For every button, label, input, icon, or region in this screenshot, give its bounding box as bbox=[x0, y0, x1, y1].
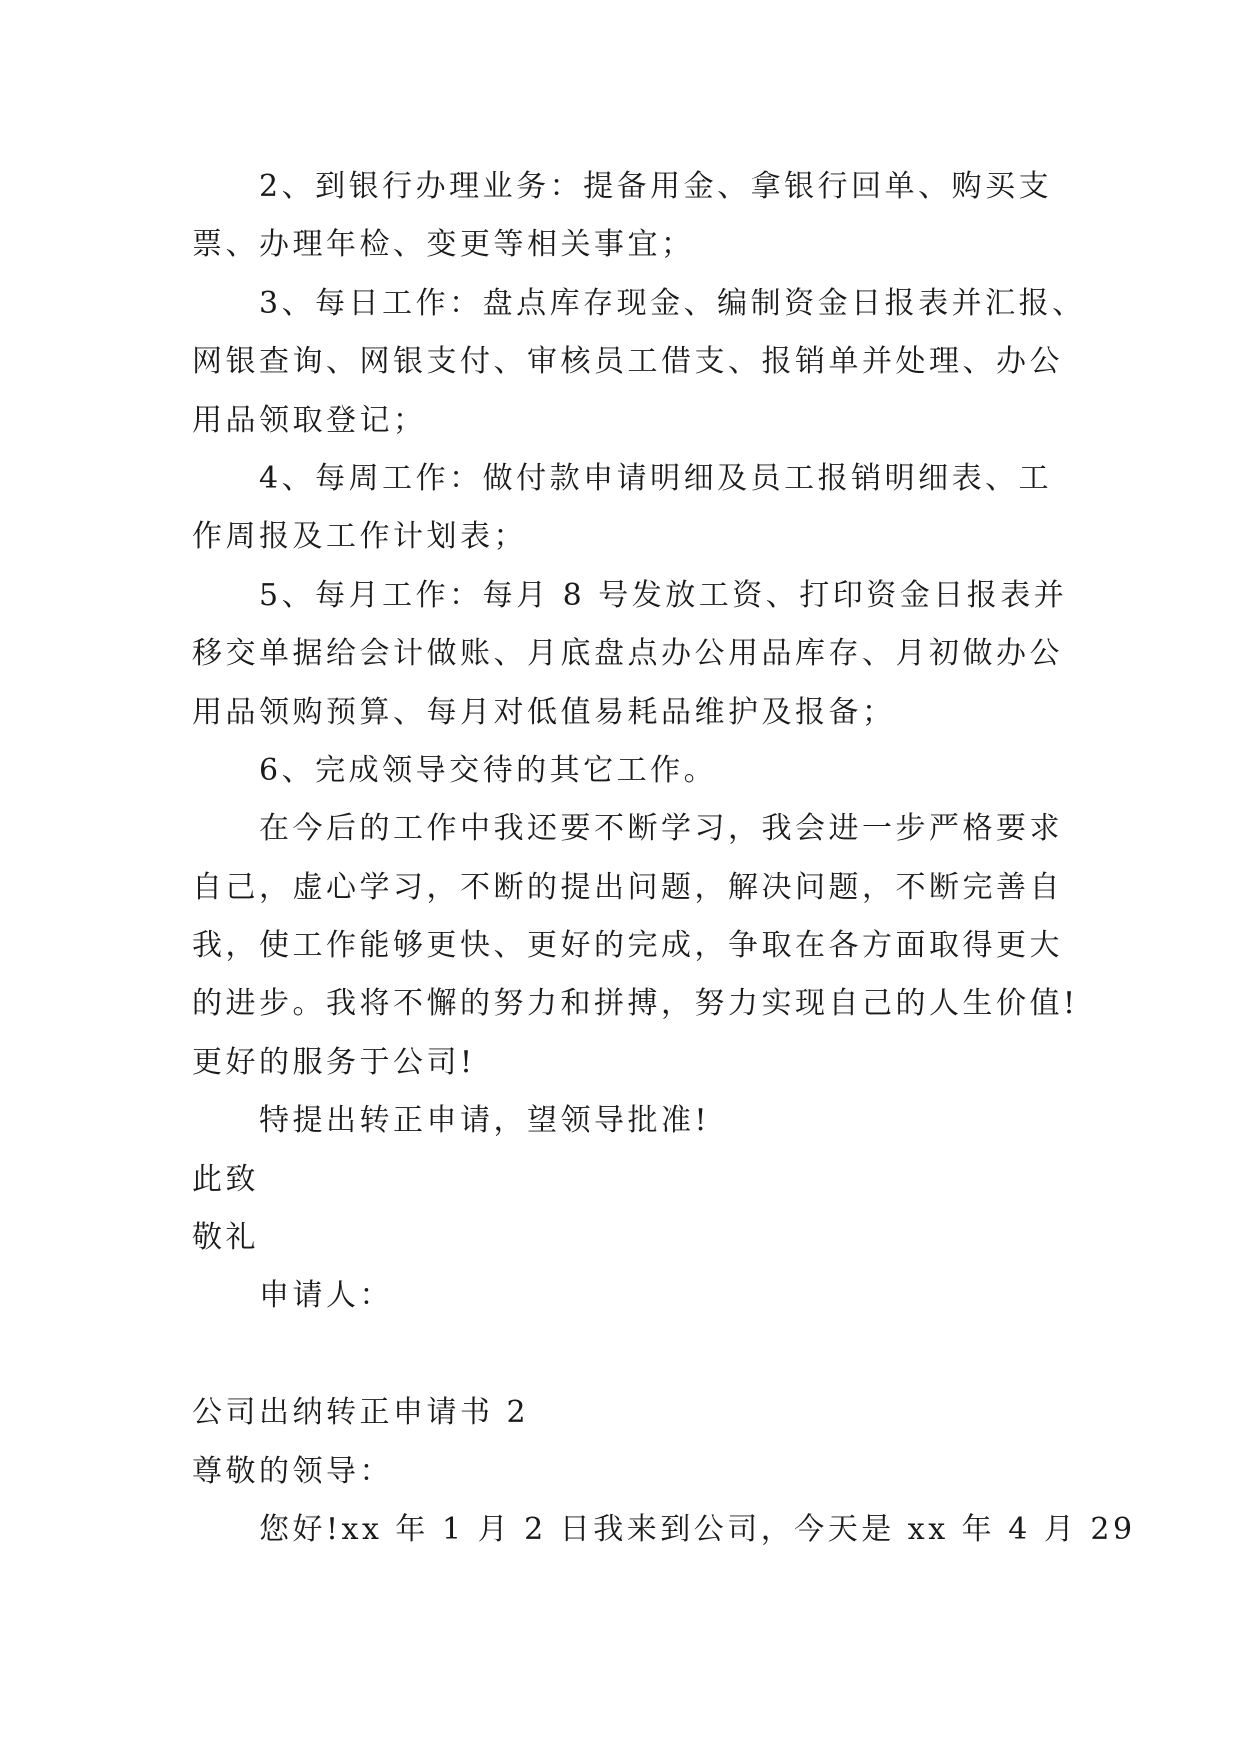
paragraph-line: 3、每日工作：盘点库存现金、编制资金日报表并汇报、 bbox=[259, 285, 1086, 321]
salutation-line: 敬礼 bbox=[192, 1220, 259, 1256]
blank-line bbox=[192, 1326, 1060, 1384]
paragraph-line: 的进步。我将不懈的努力和拼搏，努力实现自己的人生价值! bbox=[192, 986, 1079, 1022]
paragraph-line: 6、完成领导交待的其它工作。 bbox=[259, 752, 718, 788]
paragraph-line: 自己，虚心学习，不断的提出问题，解决问题，不断完善自 bbox=[192, 869, 1063, 905]
document-title: 公司出纳转正申请书 2 bbox=[192, 1395, 530, 1431]
document-body bbox=[192, 158, 1136, 1559]
applicant-label: 申请人： bbox=[259, 1278, 393, 1314]
paragraph-line: 您好!xx 年 1 月 2 日我来到公司，今天是 xx 年 4 月 29 bbox=[259, 1511, 1136, 1547]
paragraph-line: 在今后的工作中我还要不断学习，我会进一步严格要求 bbox=[259, 811, 1063, 847]
paragraph-line: 作周报及工作计划表； bbox=[192, 519, 527, 555]
paragraph-line: 用品领购预算、每月对低值易耗品维护及报备； bbox=[192, 694, 896, 730]
paragraph-line: 4、每周工作：做付款申请明细及员工报销明细表、工 bbox=[259, 460, 1053, 496]
paragraph-line: 更好的服务于公司! bbox=[192, 1044, 476, 1080]
paragraph-line: 移交单据给会计做账、月底盘点办公用品库存、月初做办公 bbox=[192, 636, 1063, 672]
closing-line: 此致 bbox=[192, 1161, 259, 1197]
paragraph-line: 5、每月工作：每月 8 号发放工资、打印资金日报表并 bbox=[259, 577, 1068, 613]
paragraph-line: 网银查询、网银支付、审核员工借支、报销单并处理、办公 bbox=[192, 344, 1063, 380]
request-line: 特提出转正申请，望领导批准! bbox=[259, 1103, 711, 1139]
paragraph-line: 用品领取登记； bbox=[192, 402, 427, 438]
greeting-line: 尊敬的领导： bbox=[192, 1453, 393, 1489]
paragraph-line: 2、到银行办理业务：提备用金、拿银行回单、购买支 bbox=[259, 169, 1053, 204]
paragraph-line: 票、办理年检、变更等相关事宜； bbox=[192, 227, 695, 263]
paragraph-line: 我，使工作能够更快、更好的完成，争取在各方面取得更大 bbox=[192, 928, 1063, 964]
